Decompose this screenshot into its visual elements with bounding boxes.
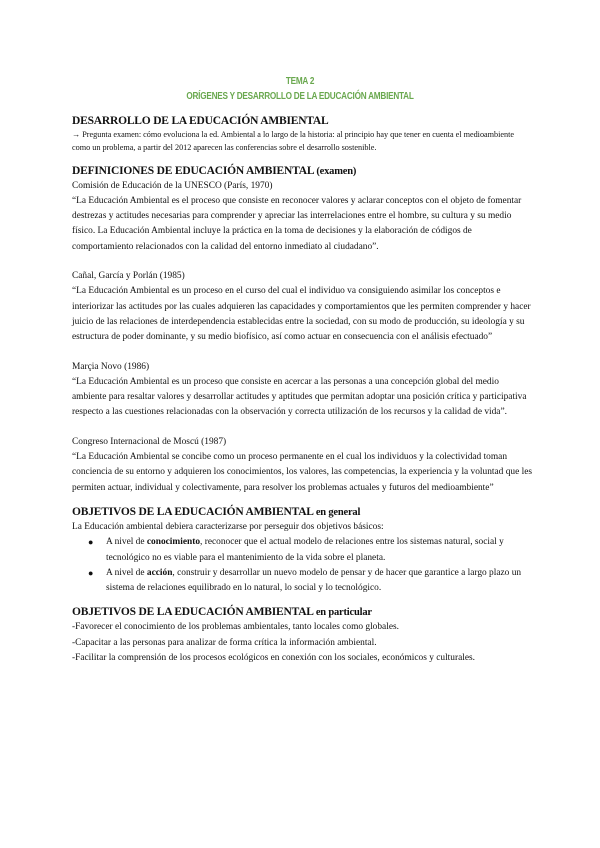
section-definiciones: [72, 164, 534, 496]
bullet-text: , reconocer que el actual modelo de relaciones entre los sistemas natural, social y tecnológico no es viable para el mantenimiento de la vida sobre el planeta.: [106, 537, 504, 563]
definition-entry: [72, 269, 534, 345]
exam-note: → Pregunta examen: cómo evoluciona la ed. Ambiental a lo largo de la historia: al principio hay que tener en cuenta el medioambiente como un problema, a partir del 2012 aparecen las conferencias sobre el desarrollo sostenible.: [72, 130, 515, 152]
section-heading: [72, 164, 534, 179]
section-objetivos-general: [72, 505, 534, 596]
definition-entry: [72, 435, 534, 496]
objectives-list: [72, 535, 534, 596]
bullet-text: , construir y desarrollar un nuevo modelo de pensar y de hacer que garantice a largo plazo un sistema de relaciones equilibrado en lo natural, lo social y lo tecnológico.: [106, 567, 522, 594]
document-body: [72, 114, 534, 666]
heading-suffix: (examen): [316, 165, 357, 177]
heading-text: OBJETIVOS DE LA EDUCACIÓN AMBIENTAL: [72, 606, 314, 619]
document-title: ORÍGENES Y DESARROLLO DE LA EDUCACIÓN AMBIENTAL: [186, 90, 414, 102]
list-item: [72, 566, 534, 597]
bullet-icon: ●: [88, 567, 94, 578]
heading-text: OBJETIVOS DE LA EDUCACIÓN AMBIENTAL: [72, 505, 314, 518]
list-item: [72, 535, 534, 566]
section-heading: [72, 605, 534, 620]
list-item: -Facilitar la comprensión de los procesos ecológicos en conexión con los sociales, económicos y culturales.: [72, 653, 476, 664]
section-desarrollo: [72, 114, 534, 155]
definition-quote: “La Educación Ambiental es un proceso en el curso del cual el individuo va consiguiendo asimilar los conceptos e interiorizar las actitudes por las cuales adquieren las capacidades y comportamientos que les permiten comprender y hacer juicio de las relaciones de interdependencia establecidas entre la sociedad, con su modo de producción, su ideología y su estructura de poder dominante, y su medio biofísico, así como actuar en consecuencia con el análisis efectuado”: [72, 286, 531, 343]
section-heading: [72, 505, 534, 520]
definition-quote: “La Educación Ambiental es un proceso que consiste en acercar a las personas a una concepción global del medio ambiente para resaltar valores y desarrollar actitudes y aptitudes que permitan adoptar una posición crítica y participativa respecto a las cuestiones relacionadas con la observación y correcta utilización de los recursos y la calidad de vida”.: [72, 376, 527, 418]
heading-suffix: en general: [315, 506, 361, 518]
definition-entry: [72, 360, 534, 421]
definition-source: Congreso Internacional de Moscú (1987): [72, 436, 227, 447]
bullet-icon: ●: [88, 537, 94, 548]
definition-source: Comisión de Educación de la UNESCO (París, 1970): [72, 180, 273, 191]
topic-number: TEMA 2: [285, 75, 315, 87]
objectives-intro: La Educación ambiental debiera caracterizarse por perseguir dos objetivos básicos:: [72, 521, 384, 532]
heading-suffix: en particular: [315, 607, 372, 619]
title-block: [0, 74, 600, 103]
definition-source: Marçia Novo (1986): [72, 361, 150, 372]
list-item: -Favorecer el conocimiento de los problemas ambientales, tanto locales como globales.: [72, 622, 399, 633]
section-objetivos-particular: [72, 605, 534, 666]
definition-source: Cañal, García y Porlán (1985): [72, 271, 185, 282]
section-heading: DESARROLLO DE LA EDUCACIÓN AMBIENTAL: [72, 115, 329, 127]
bullet-prefix: A nivel de: [106, 567, 147, 578]
list-item: -Capacitar a las personas para analizar de forma crítica la información ambiental.: [72, 637, 377, 648]
definition-quote: “La Educación Ambiental es el proceso que consiste en reconocer valores y aclarar conceptos con el objeto de fomentar destrezas y actitudes necesarias para comprender y apreciar las interrelaciones entre el hombre, su cultura y su medio físico. La Educación Ambiental incluye la práctica en la toma de decisiones y la elaboración de códigos de comportamiento relacionados con la calidad del entorno inmediato al ciudadano”.: [72, 195, 522, 252]
definition-quote: “La Educación Ambiental se concibe como un proceso permanente en el cual los individuos y la colectividad toman conciencia de su entorno y adquieren los conocimientos, los valores, las competencias, la experiencia y la voluntad que les permiten actuar, individual y colectivamente, para resolver los problemas actuales y futuros del medioambiente”: [72, 452, 533, 493]
definition-entry: [72, 179, 534, 255]
bullet-prefix: A nivel de: [106, 537, 147, 548]
bullet-emphasis: conocimiento: [146, 537, 201, 548]
bullet-emphasis: acción: [146, 567, 173, 578]
heading-text: DEFINICIONES DE EDUCACIÓN AMBIENTAL: [72, 164, 314, 177]
